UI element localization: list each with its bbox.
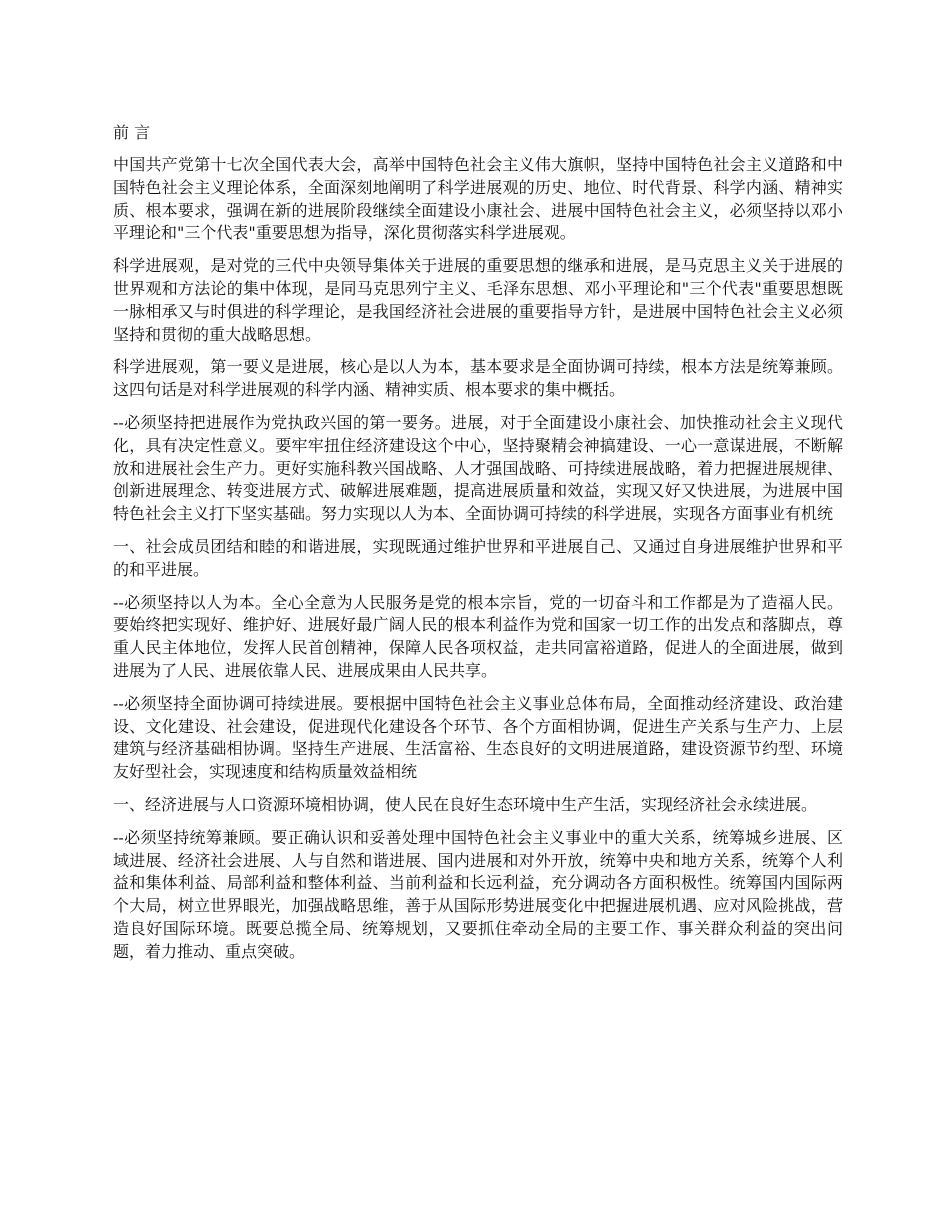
paragraph-8: 一、经济进展与人口资源环境相协调，使人民在良好生态环境中生产生活，实现经济社会永续进展。 [113, 794, 818, 814]
paragraph-9: --必须坚持统筹兼顾。要正确认识和妥善处理中国特色社会主义事业中的重大关系，统筹城乡进展、区域进展、经济社会进展、人与自然和谐进展、国内进展和对外开放，统筹中央和地方关系，统筹个人利益和集体利益、局部利益和整体利益、当前利益和长远利益，充分调动各方面积极性。统筹国内国际两个大局，树立世界眼光，加强战略思维，善于从国际形势进展变化中把握进展机遇、应对风险挑战，营造良好国际环境。既要总揽全局、统筹规划，又要抓住牵动全局的主要工作、事关群众利益的突出问题，着力推动、重点突破。 [113, 827, 843, 961]
paragraph-4: --必须坚持把进展作为党执政兴国的第一要务。进展，对于全面建设小康社会、加快推动社会主义现代化，具有决定性意义。要牢牢扭住经济建设这个中心，坚持聚精会神搞建设、一心一意谋进展，不断解放和进展社会生产力。更好实施科教兴国战略、人才强国战略、可持续进展战略，着力把握进展规律、创新进展理念、转变进展方式、破解进展难题，提高进展质量和效益，实现又好又快进展，为进展中国特色社会主义打下坚实基础。努力实现以人为本、全面协调可持续的科学进展，实现各方面事业有机统 [113, 412, 843, 524]
paragraph-5: 一、社会成员团结和睦的和谐进展，实现既通过维护世界和平进展自己、又通过自身进展维护世界和平的和平进展。 [113, 536, 843, 579]
paragraph-1: 中国共产党第十七次全国代表大会，高举中国特色社会主义伟大旗帜，坚持中国特色社会主义道路和中国特色社会主义理论体系，全面深刻地阐明了科学进展观的历史、地位、时代背景、科学内涵、精神实质、根本要求，强调在新的进展阶段继续全面建设小康社会、进展中国特色社会主义，必须坚持以邓小平理论和"三个代表"重要思想为指导，深化贯彻落实科学进展观。 [113, 155, 843, 243]
paragraph-2: 科学进展观，是对党的三代中央领导集体关于进展的重要思想的继承和进展，是马克思主义关于进展的世界观和方法论的集中体现，是同马克思列宁主义、毛泽东思想、邓小平理论和"三个代表"重要思想既一脉相承又与时俱进的科学理论，是我国经济社会进展的重要指导方针，是进展中国特色社会主义必须坚持和贯彻的重大战略思想。 [113, 256, 843, 344]
document-heading: 前 言 [113, 123, 151, 142]
paragraph-3: 科学进展观，第一要义是进展，核心是以人为本，基本要求是全面协调可持续，根本方法是统筹兼顾。这四句话是对科学进展观的科学内涵、精神实质、根本要求的集中概括。 [113, 357, 843, 400]
document-page [113, 122, 843, 974]
paragraph-7: --必须坚持全面协调可持续进展。要根据中国特色社会主义事业总体布局，全面推动经济建设、政治建设、文化建设、社会建设，促进现代化建设各个环节、各个方面相协调，促进生产关系与生产力、上层建筑与经济基础相协调。坚持生产进展、生活富裕、生态良好的文明进展道路，建设资源节约型、环境友好型社会，实现速度和结构质量效益相统 [113, 693, 843, 782]
paragraph-6: --必须坚持以人为本。全心全意为人民服务是党的根本宗旨，党的一切奋斗和工作都是为了造福人民。要始终把实现好、维护好、进展好最广阔人民的根本利益作为党和国家一切工作的出发点和落脚点，尊重人民主体地位，发挥人民首创精神，保障人民各项权益，走共同富裕道路，促进人的全面进展，做到进展为了人民、进展依靠人民、进展成果由人民共享。 [113, 592, 843, 680]
